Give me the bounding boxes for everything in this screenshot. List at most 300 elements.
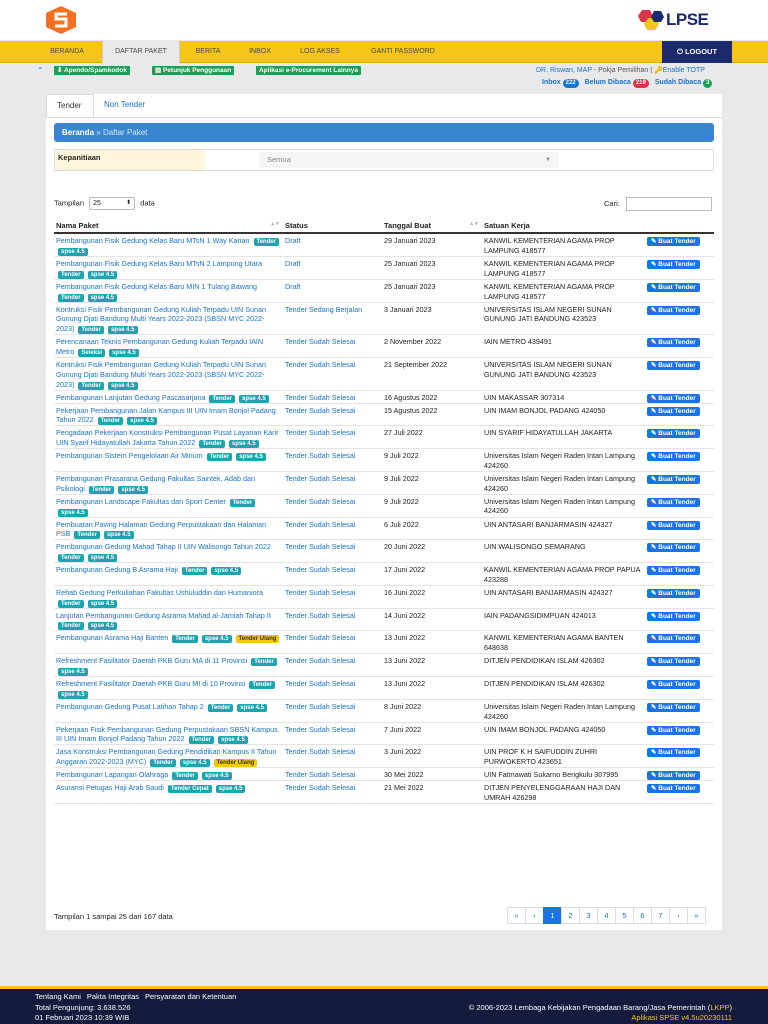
unit-cell: UIN ANTASARI BANJARMASIN 424327 (482, 585, 645, 608)
action-cell (645, 631, 714, 654)
search-label: Cari: (604, 198, 620, 208)
buat-tender-label: Buat Tender (658, 430, 696, 438)
status-cell (283, 335, 382, 358)
buat-tender-label: Buat Tender (658, 772, 696, 780)
action-cell (645, 781, 714, 804)
buat-tender-button[interactable] (647, 394, 700, 403)
package-name-cell (54, 403, 283, 426)
edit-icon: ✎ (651, 544, 659, 552)
action-cell (645, 426, 714, 449)
tab-tender[interactable]: Tender (46, 94, 94, 118)
footer-links (35, 992, 242, 1001)
date-cell: 9 Juli 2022 (382, 494, 482, 517)
package-name-link[interactable]: Asuransi Petugas Haji Arab Saudi (56, 783, 164, 793)
package-name-link[interactable]: Jasa Konstruksi Pembangunan Gedung Pendidikan Kampus II Tahun Anggaran 2022-2023 (MYC) (56, 747, 277, 767)
user-name[interactable]: DR. Riswan, MAP (536, 67, 592, 74)
status-link[interactable]: Tender Sudah Selesai (285, 359, 356, 369)
package-name-cell (54, 357, 283, 390)
package-tag: spse 4.5 (180, 759, 210, 767)
package-tag: spse 4.5 (236, 453, 266, 461)
page-button[interactable]: » (687, 907, 706, 924)
spse-logo-icon[interactable] (44, 6, 78, 34)
table-row (54, 449, 714, 472)
buat-tender-label: Buat Tender (658, 361, 696, 369)
edit-icon: ✎ (651, 361, 659, 369)
package-name-link[interactable]: Kontruksi Fisik Pembangunan Gedung Kuliah Terpadu UIN Sunan Gunung Djati Bandung Multi Years 2022-2023 (SBSN MYC 2022-2023) (56, 359, 267, 389)
status-link[interactable]: Tender Sudah Selesai (285, 542, 356, 552)
buat-tender-button[interactable] (647, 657, 700, 666)
kepanitiaan-label: Kepanitiaan (55, 150, 205, 170)
package-tag: Tender (78, 326, 104, 334)
column-header (645, 219, 714, 233)
buat-tender-button[interactable] (647, 521, 700, 530)
date-cell: 13 Juni 2022 (382, 631, 482, 654)
buat-tender-label: Buat Tender (658, 261, 696, 268)
status-link[interactable]: Tender Sudah Selesai (285, 747, 356, 757)
package-name-cell (54, 653, 283, 676)
status-cell (283, 608, 382, 631)
page-button[interactable]: 3 (579, 907, 598, 924)
package-name-link[interactable]: Pekerjaan Fisik Pembangunan Gedung Perpustakaan SBSN Kampus III UIN Imam Bonjol Padang Tahun 2022 (56, 724, 278, 744)
footer-link[interactable]: Tentang Kami (35, 992, 81, 1001)
unit-cell: KANWIL KEMENTERIAN AGAMA PROP PAPUA 423288 (482, 563, 645, 586)
status-link[interactable]: Tender Sudah Selesai (285, 473, 356, 483)
action-cell (645, 390, 714, 403)
breadcrumb-current: Daftar Paket (102, 128, 148, 137)
status-link[interactable]: Tender Sudah Selesai (285, 770, 356, 780)
package-tag: Tender (199, 440, 225, 448)
breadcrumb-home[interactable]: Beranda (62, 128, 95, 137)
buat-tender-button[interactable] (647, 498, 700, 507)
sort-icon: ▲▼ (270, 221, 280, 227)
package-tag: spse 4.5 (58, 509, 88, 517)
status-link[interactable]: Tender Sudah Selesai (285, 428, 356, 438)
unit-cell: UIN MAKASSAR 307314 (482, 390, 645, 403)
package-name-cell (54, 676, 283, 699)
buat-tender-button[interactable] (647, 452, 700, 461)
status-link[interactable]: Tender Sudah Selesai (285, 392, 356, 402)
page-button[interactable]: 7 (651, 907, 670, 924)
length-suffix: data (140, 198, 155, 208)
edit-icon: ✎ (651, 703, 659, 711)
table-row (54, 653, 714, 676)
table-row (54, 426, 714, 449)
package-name-cell (54, 585, 283, 608)
unit-cell: DITJEN PENDIDIKAN ISLAM 426302 (482, 653, 645, 676)
table-row (54, 745, 714, 768)
status-link[interactable]: Tender Sudah Selesai (285, 587, 356, 597)
status-link[interactable]: Tender Sudah Selesai (285, 633, 356, 643)
book-icon: ▤ (155, 67, 163, 74)
status-link[interactable]: Tender Sudah Selesai (285, 565, 356, 575)
action-cell (645, 745, 714, 768)
nav-daftar-paket[interactable]: DAFTAR PAKET (102, 41, 180, 63)
package-name-link[interactable]: Pembangunan Asrama Haji Banten (56, 633, 169, 643)
inbox-link[interactable]: Inbox (542, 79, 561, 86)
date-cell: 7 Juni 2022 (382, 722, 482, 745)
status-cell (283, 699, 382, 722)
apendo-label: Apendo/Spamkodok (64, 67, 127, 74)
table-row (54, 335, 714, 358)
column-header[interactable]: Status (283, 219, 382, 233)
status-link[interactable]: Draft (285, 259, 301, 268)
search (604, 197, 712, 211)
column-header[interactable]: Nama Paket ▲▼ (54, 219, 283, 233)
footer-datetime: 01 Februari 2023 10:39 WIB (35, 1013, 130, 1022)
buat-tender-label: Buat Tender (658, 453, 696, 461)
table-row (54, 540, 714, 563)
lkpp-link[interactable]: LKPP (710, 1003, 730, 1012)
logout-label: LOGOUT (684, 47, 718, 56)
message-counts (542, 79, 716, 88)
tab-non-tender[interactable]: Non Tender (104, 100, 146, 109)
buat-tender-button[interactable] (647, 543, 700, 552)
footer-link[interactable]: Pakta Integritas (86, 992, 139, 1001)
copyright-text: © 2006-2023 Lembaga Kebijakan Pengadaan Barang/Jasa Pemerintah ( (468, 1003, 711, 1012)
package-name-link[interactable]: Rehab Gedung Perkuliahan Fakultas Ushuluddin dan Humaniora (56, 587, 263, 597)
status-link[interactable]: Tender Sudah Selesai (285, 701, 356, 711)
status-link[interactable]: Draft (285, 236, 301, 245)
date-cell: 25 Januari 2023 (382, 257, 482, 280)
page-button[interactable]: 5 (615, 907, 634, 924)
edit-icon: ✎ (651, 394, 659, 402)
package-name-link[interactable]: Pembangunan Fisik Gedung Kelas Baru MTsN 2 Lampung Utara (56, 259, 263, 268)
package-name-link[interactable]: Pembangunan Sistem Pengelolaan Air Minum (56, 451, 203, 461)
action-cell (645, 233, 714, 257)
edit-icon: ✎ (651, 612, 659, 620)
buat-tender-button[interactable] (647, 566, 700, 575)
length-prefix: Tampilan (54, 198, 85, 208)
table-row (54, 233, 714, 257)
status-cell (283, 563, 382, 586)
date-cell: 3 Juni 2022 (382, 745, 482, 768)
logout-button[interactable] (662, 41, 732, 63)
unit-cell: DITJEN PENDIDIKAN ISLAM 426302 (482, 676, 645, 699)
action-cell (645, 585, 714, 608)
package-tag: spse 4.5 (88, 271, 118, 279)
belum-dibaca-badge: 219 (633, 79, 649, 88)
package-tag: Tender (172, 635, 198, 643)
package-name-link[interactable]: Pembangunan Lanjutan Gedung Pascasarjana (56, 392, 206, 402)
table-row (54, 302, 714, 335)
table-info: Tampilan 1 sampai 25 dari 167 data (54, 912, 173, 921)
package-tag: Tender Ulang (214, 759, 258, 767)
buat-tender-button[interactable] (647, 260, 700, 269)
buat-tender-label: Buat Tender (658, 283, 696, 291)
status-cell (283, 517, 382, 540)
status-link[interactable]: Tender Sudah Selesai (285, 655, 356, 665)
package-name-link[interactable]: Pembangunan Fisik Gedung Kelas Baru MTsN 1 Way Kanan (56, 236, 250, 245)
package-name-link[interactable]: Kontruksi Fisik Pembangunan Gedung Kuliah Terpadu UIN Sunan Gunung Djati Bandung Multi Years 2022-2023 (SBSN MYC 2022-2023) (56, 304, 267, 334)
action-cell (645, 540, 714, 563)
package-name-link[interactable]: Pengadaan Pekerjaan Konstruksi Pembangunan Pusat Layanan Karir UIN Syarif Hidayatullah Jakarta Tahun 2022 (56, 428, 279, 448)
date-cell: 29 Januari 2023 (382, 233, 482, 257)
package-tag: Tender (189, 736, 215, 744)
edit-icon: ✎ (651, 283, 659, 291)
date-cell: 30 Mei 2022 (382, 768, 482, 781)
edit-icon: ✎ (651, 726, 659, 734)
edit-icon: ✎ (651, 339, 659, 347)
action-cell (645, 494, 714, 517)
status-link[interactable]: Tender Sudah Selesai (285, 496, 356, 506)
status-link[interactable]: Draft (285, 281, 301, 291)
table-row (54, 403, 714, 426)
nav-beranda[interactable]: BERANDA (50, 48, 84, 55)
action-cell (645, 563, 714, 586)
package-name-cell (54, 335, 283, 358)
petunjuk-label: Petunjuk Penggunaan (162, 67, 232, 74)
date-cell: 13 Juni 2022 (382, 676, 482, 699)
action-cell (645, 471, 714, 494)
package-name-link[interactable]: Refreshment Fasilitator Daerah PKB Guru MA di 11 Provinsi (56, 655, 248, 665)
status-link[interactable]: Tender Sudah Selesai (285, 519, 356, 529)
unit-cell: UIN IMAM BONJOL PADANG 424050 (482, 722, 645, 745)
table-row (54, 494, 714, 517)
page-button[interactable]: « (507, 907, 526, 924)
package-tag: spse 4.5 (104, 531, 134, 539)
table-row (54, 781, 714, 804)
unit-cell: Universitas Islam Negeri Raden Intan Lampung 424260 (482, 471, 645, 494)
package-name-link[interactable]: Pembangunan Gedung B Asrama Haji (56, 565, 178, 575)
buat-tender-button[interactable] (647, 306, 700, 315)
belum-dibaca-link[interactable]: Belum Dibaca (584, 79, 631, 86)
sudah-dibaca-badge: 3 (703, 79, 712, 88)
package-name-link[interactable]: Pembangunan Lapangan Olahraga (56, 770, 169, 780)
unit-cell: Universitas Islam Negeri Raden Intan Lampung 424260 (482, 494, 645, 517)
package-tag: Tender (230, 499, 256, 507)
buat-tender-button[interactable] (647, 726, 700, 735)
nav-berita[interactable]: BERITA (195, 48, 221, 55)
status-link[interactable]: Tender Sudah Selesai (285, 783, 356, 793)
buat-tender-button[interactable] (647, 784, 700, 793)
buat-tender-button[interactable] (647, 429, 700, 438)
length-select[interactable] (89, 197, 135, 210)
unit-cell: KANWIL KEMENTERIAN AGAMA PROP LAMPUNG 418577 (482, 257, 645, 280)
table-row (54, 608, 714, 631)
sudah-dibaca-link[interactable]: Sudah Dibaca (654, 79, 702, 86)
buat-tender-label: Buat Tender (658, 407, 696, 415)
apendo-button[interactable] (54, 66, 130, 75)
buat-tender-button[interactable] (647, 612, 700, 621)
breadcrumb-separator: » (96, 128, 101, 137)
nav-log-akses[interactable]: LOG AKSES (300, 48, 340, 55)
buat-tender-button[interactable] (647, 748, 700, 757)
action-cell (645, 768, 714, 781)
unit-cell: UNIVERSITAS ISLAM NEGERI SUNAN GUNUNG JATI BANDUNG 423523 (482, 302, 645, 335)
column-header[interactable]: Tanggal Buat ▲▼ (382, 219, 482, 233)
page-button[interactable]: 4 (597, 907, 616, 924)
updown-icon: ⬍ (126, 200, 132, 206)
action-cell (645, 257, 714, 280)
page-button[interactable]: › (669, 907, 688, 924)
buat-tender-button[interactable] (647, 703, 700, 712)
table-row (54, 631, 714, 654)
status-link[interactable]: Tender Sudah Selesai (285, 724, 356, 734)
package-name-cell (54, 745, 283, 768)
action-cell (645, 279, 714, 302)
status-cell (283, 494, 382, 517)
table-row (54, 699, 714, 722)
action-cell (645, 676, 714, 699)
package-tag: Tender (182, 567, 208, 575)
package-tag: Tender (98, 417, 124, 425)
buat-tender-button[interactable] (647, 338, 700, 347)
package-tag: spse 4.5 (211, 567, 241, 575)
date-cell: 21 Mei 2022 (382, 781, 482, 804)
buat-tender-label: Buat Tender (658, 238, 696, 245)
status-link[interactable]: Tender Sudah Selesai (285, 610, 356, 620)
length-value: 25 (93, 200, 101, 207)
download-icon: ⬇ (57, 67, 65, 74)
search-input[interactable] (626, 197, 712, 211)
package-tag: spse 4.5 (229, 440, 259, 448)
package-tag: Tender (172, 772, 198, 780)
unit-cell: UIN PROF K H SAIFUDDIN ZUHRI PURWOKERTO 423651 (482, 745, 645, 768)
package-tag: spse 4.5 (109, 349, 139, 357)
action-cell (645, 722, 714, 745)
buat-tender-button[interactable] (647, 361, 700, 370)
package-tag: spse 4.5 (108, 382, 138, 390)
status-link[interactable]: Tender Sudah Selesai (285, 451, 356, 461)
copyright-close: ) (729, 1003, 732, 1012)
page-button[interactable]: ‹ (525, 907, 544, 924)
package-tag: spse 4.5 (88, 554, 118, 562)
buat-tender-button[interactable] (647, 237, 700, 246)
table-row (54, 390, 714, 403)
package-name-cell (54, 494, 283, 517)
package-name-link[interactable]: Pembuatan Paving Halaman Gedung Perpustakaan dan Halaman PSB (56, 519, 267, 539)
package-tag: spse 4.5 (58, 691, 88, 699)
buat-tender-label: Buat Tender (658, 703, 696, 711)
package-tag: Tender (78, 382, 104, 390)
package-tag: Tender (58, 622, 84, 630)
status-cell (283, 585, 382, 608)
edit-icon: ✎ (651, 306, 659, 314)
edit-icon: ✎ (651, 657, 659, 665)
package-tag: spse 4.5 (108, 326, 138, 334)
package-tag: spse 4.5 (237, 704, 267, 712)
package-name-link[interactable]: Pembangunan Prasarana Gedung Fakultas Saintek, Adab dan Psikologi (56, 473, 255, 493)
buat-tender-button[interactable] (647, 771, 700, 780)
nav-inbox[interactable]: INBOX (249, 48, 271, 55)
status-cell (283, 631, 382, 654)
action-cell (645, 449, 714, 472)
column-header[interactable]: Satuan Kerja (482, 219, 645, 233)
page-button[interactable]: 2 (561, 907, 580, 924)
package-name-link[interactable]: Pembangunan Gedung Mahad Tahap II UIN Walisongo Tahun 2022 (56, 542, 271, 552)
package-name-link[interactable]: Pembangunan Fisik Gedung Kelas Baru MIN 1 Tulang Bawang (56, 281, 257, 291)
status-link[interactable]: Tender Sudah Selesai (285, 405, 356, 415)
chevron-up-icon[interactable]: ⌃ (37, 66, 44, 75)
enable-totp-link[interactable]: Enable TOTP (662, 67, 705, 74)
status-cell (283, 653, 382, 676)
package-name-link[interactable]: Pembangunan Landscape Fakultas dan Sport Center (56, 496, 226, 506)
buat-tender-button[interactable] (647, 283, 700, 292)
package-tag: spse 4.5 (239, 395, 269, 403)
package-tag: Tender (254, 238, 280, 246)
date-cell: 27 Juli 2022 (382, 426, 482, 449)
buat-tender-button[interactable] (647, 589, 700, 598)
unit-cell: DITJEN PENYELENGGARAAN HAJI DAN UMRAH 426298 (482, 781, 645, 804)
status-link[interactable]: Tender Sudah Selesai (285, 678, 356, 688)
nav-ganti-password[interactable]: GANTI PASSWORD (371, 48, 435, 55)
edit-icon: ✎ (651, 567, 659, 575)
status-cell (283, 302, 382, 335)
status-cell (283, 403, 382, 426)
date-cell: 6 Juli 2022 (382, 517, 482, 540)
package-name-cell (54, 233, 283, 257)
buat-tender-label: Buat Tender (658, 498, 696, 506)
table-row (54, 585, 714, 608)
date-cell: 15 Agustus 2022 (382, 403, 482, 426)
package-name-link[interactable]: Pembangunan Gedung Pusat Latihan Tahap 2 (56, 701, 204, 711)
petunjuk-button[interactable] (152, 66, 234, 75)
buat-tender-button[interactable] (647, 634, 700, 643)
pagination (508, 907, 706, 925)
breadcrumb (54, 123, 714, 142)
package-name-cell (54, 631, 283, 654)
status-cell (283, 257, 382, 280)
status-cell (283, 357, 382, 390)
package-tag: Tender Cepat (168, 785, 212, 793)
status-link[interactable]: Tender Sedang Berjalan (285, 304, 363, 314)
lpse-logo[interactable] (636, 8, 730, 32)
table-row (54, 279, 714, 302)
kepanitiaan-select[interactable] (259, 152, 559, 168)
aplikasi-lainnya-button[interactable]: Aplikasi e-Procurement Lainnya (256, 66, 361, 75)
footer-link[interactable]: Persyaratan dan Ketentuan (145, 992, 237, 1001)
buat-tender-label: Buat Tender (658, 475, 696, 483)
package-name-link[interactable]: Perencanaan Teknis Pembangunan Gedung Kuliah Terpadu IAIN Metro (56, 337, 264, 356)
package-name-cell (54, 699, 283, 722)
action-cell (645, 608, 714, 631)
package-name-cell (54, 471, 283, 494)
buat-tender-button[interactable] (647, 475, 700, 484)
package-name-link[interactable]: Refreshment Fasilitator Daerah PKB Guru MI di 10 Provinsi (56, 678, 246, 688)
package-name-cell (54, 768, 283, 781)
status-cell (283, 676, 382, 699)
page-button[interactable]: 1 (543, 907, 562, 924)
action-cell (645, 357, 714, 390)
date-cell: 21 September 2022 (382, 357, 482, 390)
buat-tender-button[interactable] (647, 680, 700, 689)
package-tag: Seleksi (78, 349, 105, 357)
buat-tender-label: Buat Tender (658, 635, 696, 643)
status-link[interactable]: Tender Sudah Selesai (285, 337, 356, 347)
buat-tender-button[interactable] (647, 407, 700, 416)
buat-tender-label: Buat Tender (658, 657, 696, 665)
package-name-link[interactable]: Lanjutan Pembangunan Gedung Asrama Mahad al-Jamiah Tahap II (56, 610, 271, 620)
package-tag: spse 4.5 (216, 785, 246, 793)
package-tag: Tender (207, 453, 233, 461)
buat-tender-label: Buat Tender (658, 567, 696, 575)
status-cell (283, 781, 382, 804)
status-cell (283, 722, 382, 745)
edit-icon: ✎ (651, 680, 659, 688)
package-name-link[interactable]: Pekerjaan Pembangunan Jalan Kampus III UIN Imam Bonjol Padang Tahun 2022 (56, 405, 276, 425)
package-tag: spse 4.5 (127, 417, 157, 425)
package-tag: spse 4.5 (202, 772, 232, 780)
date-cell: 9 Juli 2022 (382, 471, 482, 494)
chevron-down-icon: ▼ (545, 157, 551, 163)
unit-cell: UIN SYARIF HIDAYATULLAH JAKARTA (482, 426, 645, 449)
footer (0, 986, 768, 1024)
app-version: Aplikasi SPSE v4.5u20230111 (631, 1013, 732, 1022)
unit-cell: Universitas Islam Negeri Raden Intan Lampung 424260 (482, 699, 645, 722)
buat-tender-label: Buat Tender (658, 680, 696, 688)
page-button[interactable]: 6 (633, 907, 652, 924)
status-cell (283, 426, 382, 449)
